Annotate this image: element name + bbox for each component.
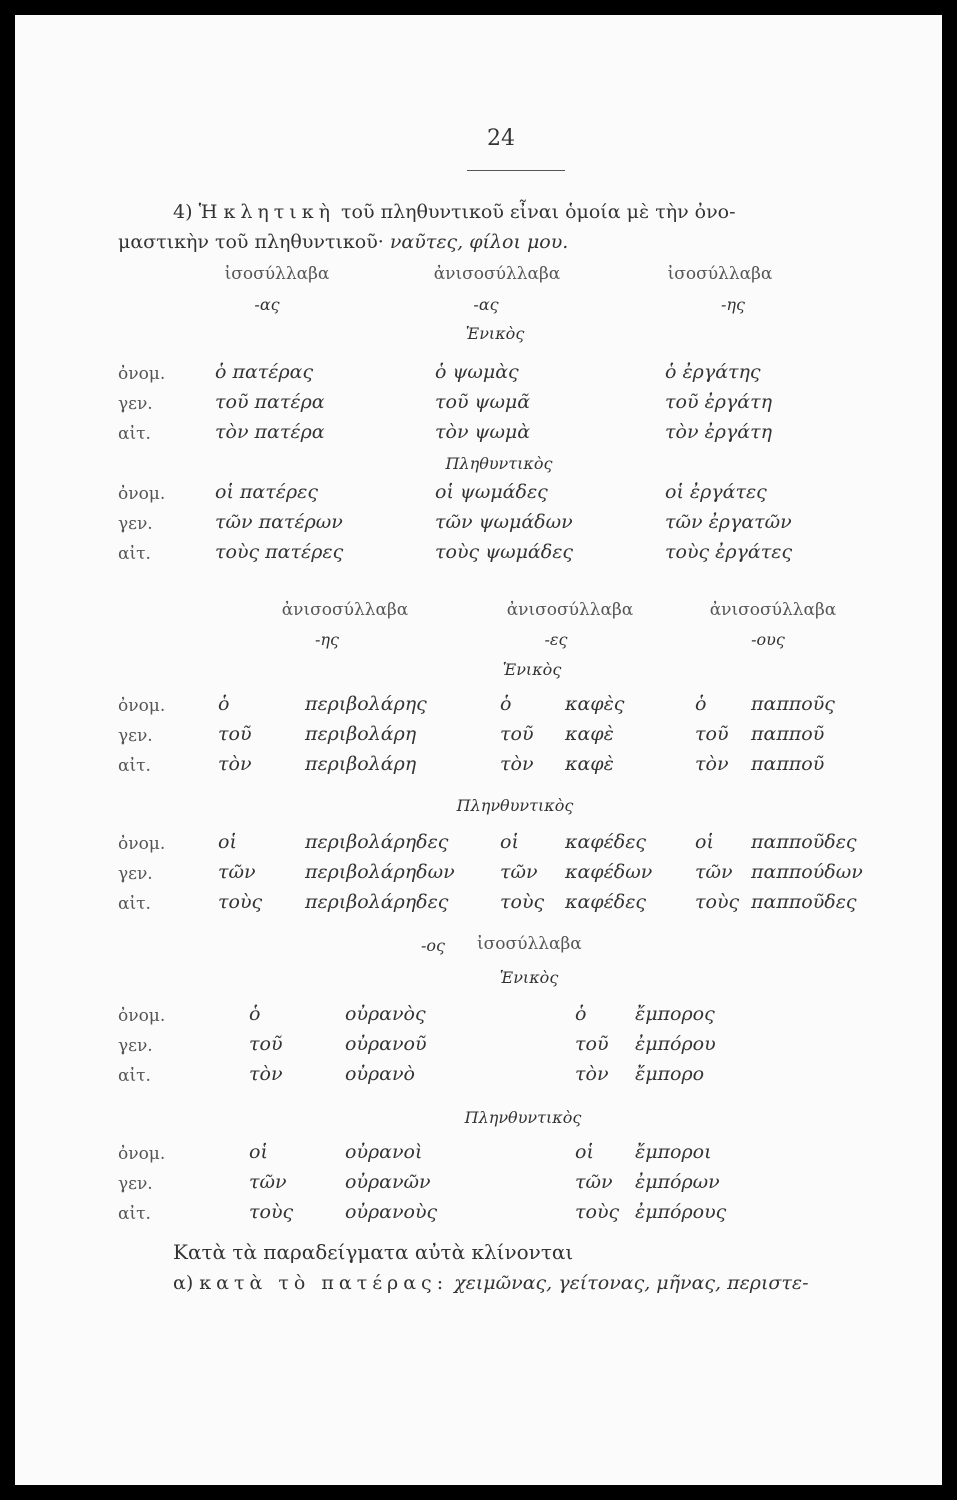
- s2-pl-acc-word-2: καφέδες: [565, 891, 647, 913]
- s2-sg-gen-art-3: τοῦ: [695, 723, 729, 745]
- s2-case-gen-pl: γεν.: [118, 864, 153, 884]
- intro-rest: τοῦ πληθυντικοῦ εἶναι ὁμοία μὲ τὴν ὀνο-: [341, 201, 736, 223]
- s2-case-nom-sg: ὀνομ.: [118, 696, 166, 716]
- s1-header-3: ἰσοσύλλαβα: [667, 264, 773, 284]
- s2-pl-nom-art-1: οἱ: [218, 831, 237, 853]
- s1-singular-heading: Ἑνικὸς: [465, 324, 525, 343]
- s2-pl-gen-word-1: περιβολάρηδων: [305, 861, 455, 883]
- s2-pl-acc-art-1: τοὺς: [218, 891, 263, 913]
- s2-pl-acc-word-1: περιβολάρηδες: [305, 891, 449, 913]
- s1-header-2: ἀνισοσύλλαβα: [433, 264, 561, 284]
- s1-pl-gen-2: τῶν ψωμάδων: [435, 511, 573, 533]
- s3-sg-gen-art-1: τοῦ: [249, 1033, 283, 1055]
- s3-sg-nom-art-2: ὁ: [575, 1003, 587, 1025]
- s1-sg-acc-1: τὸν πατέρα: [215, 421, 325, 443]
- s3-pl-acc-word-2: ἐμπόρους: [635, 1201, 727, 1223]
- s3-header: ἰσοσύλλαβα: [477, 934, 582, 954]
- s2-sg-gen-word-3: παπποῦ: [751, 723, 825, 745]
- page-number: 24: [487, 126, 515, 151]
- s3-pl-gen-art-2: τῶν: [575, 1171, 613, 1193]
- intro-spaced-term: κλητικὴ: [223, 201, 335, 223]
- s1-header-1: ἰσοσύλλαβα: [224, 264, 330, 284]
- intro-number: 4): [173, 201, 193, 223]
- footer-line-2: [173, 1272, 809, 1294]
- s2-pl-nom-art-2: οἱ: [500, 831, 519, 853]
- s3-sg-acc-art-1: τὸν: [249, 1063, 283, 1085]
- s3-pl-gen-art-1: τῶν: [249, 1171, 287, 1193]
- s2-pl-gen-word-3: παππούδων: [751, 861, 863, 883]
- s1-pl-nom-3: οἱ ἐργάτες: [665, 481, 767, 503]
- s2-case-gen-sg: γεν.: [118, 726, 153, 746]
- s3-sg-acc-word-1: οὐρανὸ: [345, 1063, 415, 1085]
- s1-plural-heading: Πληθυντικὸς: [445, 454, 553, 473]
- s1-ending-1: -ας: [254, 295, 280, 314]
- s1-pl-gen-1: τῶν πατέρων: [215, 511, 343, 533]
- s2-case-nom-pl: ὀνομ.: [118, 834, 166, 854]
- s3-sg-gen-word-2: ἐμπόρου: [635, 1033, 716, 1055]
- s3-sg-gen-word-1: οὐρανοῦ: [345, 1033, 427, 1055]
- s3-pl-gen-word-2: ἐμπόρων: [635, 1171, 720, 1193]
- intro-example: ναῦτες, φίλοι μου.: [389, 231, 569, 253]
- s3-singular-heading: Ἑνικὸς: [499, 968, 559, 987]
- s1-sg-gen-2: τοῦ ψωμᾶ: [435, 391, 531, 413]
- s1-pl-acc-3: τοὺς ἐργάτες: [665, 541, 793, 563]
- s2-pl-gen-word-2: καφέδων: [565, 861, 653, 883]
- s3-pl-nom-art-1: οἱ: [249, 1141, 268, 1163]
- s3-pl-nom-word-1: οὐρανοὶ: [345, 1141, 423, 1163]
- footer-line-1: Κατὰ τὰ παραδείγματα αὐτὰ κλίνονται: [173, 1240, 574, 1264]
- s2-sg-nom-art-1: ὁ: [218, 693, 230, 715]
- s1-sg-gen-3: τοῦ ἐργάτη: [665, 391, 772, 413]
- s3-case-nom-pl: ὀνομ.: [118, 1144, 166, 1164]
- s2-sg-nom-word-1: περιβολάρης: [305, 693, 427, 715]
- s3-ending: -ος: [421, 936, 445, 955]
- s1-pl-nom-2: οἱ ψωμάδες: [435, 481, 548, 503]
- s2-pl-nom-word-3: παπποῦδες: [751, 831, 857, 853]
- s2-pl-gen-art-1: τῶν: [218, 861, 256, 883]
- s2-pl-gen-art-3: τῶν: [695, 861, 733, 883]
- s3-sg-nom-art-1: ὁ: [249, 1003, 261, 1025]
- s1-sg-acc-3: τὸν ἐργάτη: [665, 421, 772, 443]
- s3-pl-nom-word-2: ἔμποροι: [635, 1141, 712, 1163]
- s1-sg-nom-2: ὁ ψωμὰς: [435, 361, 519, 383]
- s3-pl-nom-art-2: οἱ: [575, 1141, 594, 1163]
- s2-ending-1: -ης: [315, 630, 339, 649]
- s1-case-acc-sg: αἰτ.: [118, 424, 151, 444]
- intro-lead: Ἡ: [198, 201, 218, 223]
- s2-pl-nom-word-1: περιβολάρηδες: [305, 831, 449, 853]
- s3-pl-gen-word-1: οὐρανῶν: [345, 1171, 431, 1193]
- footer-line-2-lead: α): [173, 1272, 194, 1294]
- s3-pl-acc-art-1: τοὺς: [249, 1201, 294, 1223]
- s3-case-nom-sg: ὀνομ.: [118, 1006, 166, 1026]
- s2-sg-acc-word-2: καφὲ: [565, 753, 614, 775]
- s1-case-gen-sg: γεν.: [118, 394, 153, 414]
- s3-case-acc-pl: αἰτ.: [118, 1204, 151, 1224]
- s3-sg-gen-art-2: τοῦ: [575, 1033, 609, 1055]
- s2-sg-gen-word-2: καφὲ: [565, 723, 614, 745]
- s2-pl-acc-art-3: τοὺς: [695, 891, 740, 913]
- s1-case-gen-pl: γεν.: [118, 514, 153, 534]
- s3-sg-nom-word-2: ἔμπορος: [635, 1003, 715, 1025]
- s2-sg-nom-word-3: παπποῦς: [751, 693, 835, 715]
- s2-sg-acc-art-3: τὸν: [695, 753, 729, 775]
- intro-line-1: [173, 201, 736, 223]
- s1-pl-nom-1: οἱ πατέρες: [215, 481, 318, 503]
- s1-sg-nom-3: ὁ ἐργάτης: [665, 361, 761, 383]
- s1-sg-acc-2: τὸν ψωμὰ: [435, 421, 531, 443]
- s3-plural-heading: Πληνθυντικὸς: [464, 1108, 582, 1127]
- s2-case-acc-sg: αἰτ.: [118, 756, 151, 776]
- s2-header-1: ἀνισοσύλλαβα: [281, 600, 409, 620]
- s2-plural-heading: Πληνθυντικὸς: [456, 796, 574, 815]
- intro-line-2-text: μαστικὴν τοῦ πληθυντικοῦ·: [118, 231, 384, 253]
- s2-header-3: ἀνισοσύλλαβα: [709, 600, 837, 620]
- s2-sg-nom-art-3: ὁ: [695, 693, 707, 715]
- s3-case-gen-sg: γεν.: [118, 1036, 153, 1056]
- s1-pl-acc-2: τοὺς ψωμάδες: [435, 541, 574, 563]
- s2-pl-nom-word-2: καφέδες: [565, 831, 647, 853]
- s2-sg-nom-word-2: καφὲς: [565, 693, 625, 715]
- s1-case-acc-pl: αἰτ.: [118, 544, 151, 564]
- s2-singular-heading: Ἑνικὸς: [502, 660, 562, 679]
- s3-case-gen-pl: γεν.: [118, 1174, 153, 1194]
- s2-pl-acc-word-3: παπποῦδες: [751, 891, 857, 913]
- s1-pl-acc-1: τοὺς πατέρες: [215, 541, 344, 563]
- intro-line-2: [118, 231, 568, 253]
- s2-sg-gen-art-1: τοῦ: [218, 723, 252, 745]
- s1-sg-nom-1: ὁ πατέρας: [215, 361, 314, 383]
- s2-ending-2: -ες: [544, 630, 568, 649]
- s1-sg-gen-1: τοῦ πατέρα: [215, 391, 325, 413]
- s1-case-nom-pl: ὀνομ.: [118, 484, 166, 504]
- s2-sg-nom-art-2: ὁ: [500, 693, 512, 715]
- s2-pl-gen-art-2: τῶν: [500, 861, 538, 883]
- footer-example-list: χειμῶνας, γείτονας, μῆνας, περιστε-: [454, 1272, 809, 1294]
- s2-sg-acc-word-1: περιβολάρη: [305, 753, 417, 775]
- s2-sg-gen-art-2: τοῦ: [500, 723, 534, 745]
- s3-pl-acc-art-2: τοὺς: [575, 1201, 620, 1223]
- s3-sg-acc-art-2: τὸν: [575, 1063, 609, 1085]
- s2-ending-3: -ους: [751, 630, 785, 649]
- page-number-rule: [467, 170, 565, 171]
- book-page: [15, 15, 942, 1485]
- s2-sg-acc-art-2: τὸν: [500, 753, 534, 775]
- s1-ending-2: -ας: [473, 295, 499, 314]
- s3-case-acc-sg: αἰτ.: [118, 1066, 151, 1086]
- s3-pl-acc-word-1: οὐρανοὺς: [345, 1201, 438, 1223]
- s2-header-2: ἀνισοσύλλαβα: [506, 600, 634, 620]
- s1-ending-3: -ης: [721, 295, 745, 314]
- footer-spaced-term: κατὰ τὸ πατέρας:: [199, 1272, 449, 1294]
- s3-sg-nom-word-1: οὐρανὸς: [345, 1003, 426, 1025]
- s2-sg-acc-art-1: τὸν: [218, 753, 252, 775]
- s3-sg-acc-word-2: ἔμπορο: [635, 1063, 705, 1085]
- s2-sg-gen-word-1: περιβολάρη: [305, 723, 417, 745]
- s2-pl-nom-art-3: οἱ: [695, 831, 714, 853]
- s2-case-acc-pl: αἰτ.: [118, 894, 151, 914]
- s2-pl-acc-art-2: τοὺς: [500, 891, 545, 913]
- s2-sg-acc-word-3: παπποῦ: [751, 753, 825, 775]
- s1-pl-gen-3: τῶν ἐργατῶν: [665, 511, 792, 533]
- s1-case-nom-sg: ὀνομ.: [118, 364, 166, 384]
